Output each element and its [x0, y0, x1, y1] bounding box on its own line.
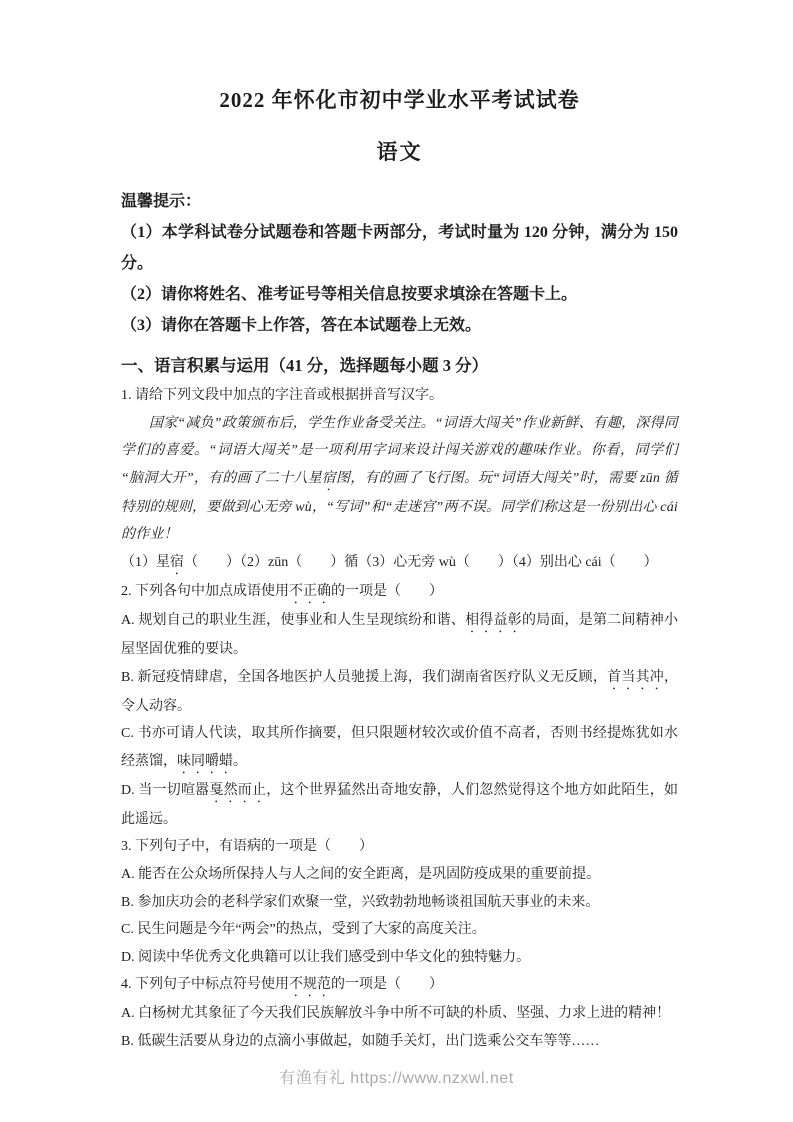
question-4-option-b: B. 低碳生活要从身边的点滴小事做起，如随手关灯，出门选乘公交车等等…… — [121, 1033, 600, 1049]
emphasis-dotted-text: 宿 — [170, 554, 184, 570]
notice-item-1: （1）本学科试卷分试题卷和答题卡两部分，考试时量为 120 分钟，满分为 150 分。 — [121, 224, 678, 272]
question-1-blanks — [121, 549, 678, 578]
notice-section — [121, 186, 678, 341]
question-2-stem — [121, 578, 678, 607]
notice-item-3: （3）请你在答题卡上作答，答在本试题卷上无效。 — [121, 317, 482, 334]
subject-title: 语文 — [376, 140, 423, 164]
question-1-passage — [121, 410, 678, 549]
text-segment: 。 — [233, 753, 247, 769]
text-segment: 4. 下列句子中标点符号使用 — [121, 977, 289, 993]
emphasis-dotted-text: 首当其冲 — [607, 669, 665, 685]
section-one-heading: 一、语言积累与运用（41 分，选择题每小题 3 分） — [121, 356, 489, 375]
question-2-option-c — [121, 720, 678, 777]
watermark-text: 有渔有礼 https://www.nzxwl.net — [279, 1070, 514, 1087]
question-2-option-d — [121, 777, 678, 834]
text-segment: 国家“减负”政策颁布后，学生作业备受关注。“词语大闯关”作业新鲜、有趣，深得同学们的喜爱。“词语大闯关”是一项利用字词来设计闯关游戏的趣味作业。你看，同学们“脑洞大开”，有的画了二十八星 — [121, 415, 678, 486]
text-segment: ，这个世界猛然出奇地安静，人们忽然觉得这个地方如此陌生，如此遥远。 — [121, 782, 679, 827]
text-segment: A. 规划自己的职业生涯，使事业和人生呈现缤纷和谐、 — [121, 612, 466, 628]
text-segment: ，令人动容。 — [121, 669, 679, 714]
emphasis-dotted-text: 不正确 — [289, 583, 331, 599]
page-title: 2022 年怀化市初中学业水平考试试卷 — [219, 88, 580, 112]
text-segment: 的局面，是第二间精神小屋坚固优雅的要诀。 — [121, 612, 679, 657]
question-3-option-c: C. 民生问题是今年“两会”的热点，受到了大家的高度关注。 — [121, 922, 486, 938]
emphasis-dotted-text: 戛然而止 — [209, 782, 267, 798]
text-segment: C. 书亦可请人代读，取其所作摘要，但只限题材较次或价值不高者，否则书经提炼犹如水经蒸馏， — [121, 726, 678, 769]
paper-header — [121, 84, 678, 166]
text-segment: D. 当一切喧嚣 — [121, 782, 210, 798]
emphasis-dotted-text: 宿 — [321, 470, 337, 486]
questions-section — [121, 382, 678, 1056]
text-segment: 的一项是（ ） — [331, 583, 443, 599]
text-segment: （1）星 — [121, 554, 170, 570]
notice-item-2: （2）请你将姓名、准考证号等相关信息按要求填涂在答题卡上。 — [121, 286, 578, 303]
emphasis-dotted-text: 相得益彰 — [465, 612, 522, 628]
text-segment: B. 新冠疫情肆虐，全国各地医护人员驰援上海，我们湖南省医疗队义无反顾， — [121, 669, 608, 685]
question-3-option-b: B. 参加庆功会的老科学家们欢聚一堂，兴致勃勃地畅谈祖国航天事业的未来。 — [121, 894, 600, 910]
question-3-stem: 3. 下列句子中，有语病的一项是（ ） — [121, 839, 373, 855]
question-2-option-b — [121, 664, 678, 721]
notice-heading: 温馨提示： — [121, 193, 202, 210]
emphasis-dotted-text: 味同嚼蜡 — [177, 753, 233, 769]
text-segment: 的一项是（ ） — [331, 977, 443, 993]
question-3-option-d: D. 阅读中华优秀文化典籍可以让我们感受到中华文化的独特魅力。 — [121, 949, 531, 965]
question-1-stem: 1. 请给下列文段中加点的字注音或根据拼音写汉字。 — [121, 388, 443, 403]
question-4-stem — [121, 971, 678, 1000]
text-segment: （ ）（2）zūn（ ）循（3）心无旁 wù（ ）（4）别出心 cái（ ） — [184, 554, 658, 570]
question-3-option-a: A. 能否在公众场所保持人与人之间的安全距离，是巩固防疫成果的重要前提。 — [121, 866, 601, 882]
question-2-option-a — [121, 607, 678, 664]
text-segment: 2. 下列各句中加点成语使用 — [121, 583, 289, 599]
question-4-option-a: A. 白杨树尤其象征了今天我们民族解放斗争中所不可缺的朴质、坚强、力求上进的精神！ — [121, 1006, 671, 1022]
emphasis-dotted-text: 不规范 — [289, 977, 331, 993]
text-segment: 图，有的画了飞行图。玩“词语大闯关”时，需要 zūn 循特别的规则，要做到心无旁 wù，“写词”和“走迷宫”两不误。同学们称这是一份别出心 cái 的作业！ — [121, 470, 678, 543]
